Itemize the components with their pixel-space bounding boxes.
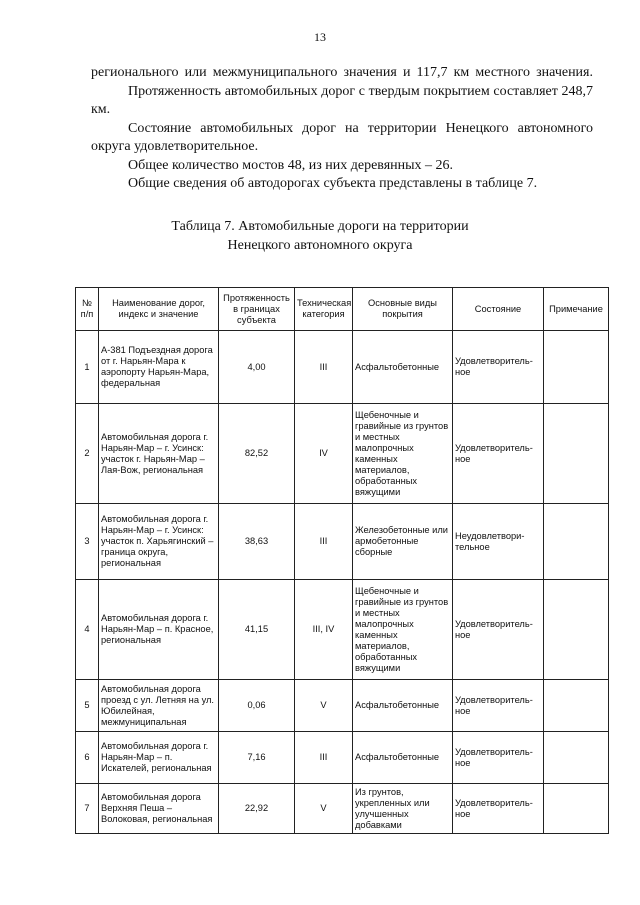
table-header-row [76,288,609,331]
cell-length: 38,63 [219,504,295,580]
cell-number: 1 [76,331,99,404]
cell-category: V [295,680,353,732]
cell-surface: Из грунтов, укрепленных или улучшенных добавками [353,784,453,834]
cell-surface: Железобетонные или армобетонные сборные [353,504,453,580]
cell-surface: Щебеночные и гравийные из грунтов и местных малопрочных каменных материалов, обработанных вяжущими [353,580,453,680]
body-text [91,64,593,194]
header-length: Протяженность в границах субъекта [219,288,295,331]
table-row [76,784,609,834]
cell-number: 4 [76,580,99,680]
header-note: Примечание [544,288,609,331]
table-row [76,732,609,784]
cell-note [544,404,609,504]
paragraph-4: Общее количество мостов 48, из них деревянных – 26. [128,157,454,173]
cell-condition: Удовлетворитель-ное [453,404,544,504]
cell-length: 7,16 [219,732,295,784]
page-number: 13 [314,30,326,44]
cell-length: 41,15 [219,580,295,680]
cell-note [544,580,609,680]
roads-table [75,287,609,834]
header-surface: Основные виды покрытия [353,288,453,331]
cell-road-name: Автомобильная дорога Верхняя Пеша – Волоковая, региональная [99,784,219,834]
header-road-name: Наименование дорог, индекс и значение [99,288,219,331]
table-row [76,580,609,680]
cell-note [544,680,609,732]
cell-condition: Удовлетворитель-ное [453,580,544,680]
cell-road-name: Автомобильная дорога г. Нарьян-Мар – п. Искателей, региональная [99,732,219,784]
table-row [76,504,609,580]
cell-road-name: Автомобильная дорога г. Нарьян-Мар – п. Красное, региональная [99,580,219,680]
cell-note [544,504,609,580]
table-caption [0,218,640,255]
cell-length: 0,06 [219,680,295,732]
cell-category: V [295,784,353,834]
paragraph-3: Состояние автомобильных дорог на территории Ненецкого автономного округа удовлетворительное. [91,120,593,154]
cell-road-name: А-381 Подъездная дорога от г. Нарьян-Мара к аэропорту Нарьян-Мара, федеральная [99,331,219,404]
paragraph-1: регионального или межмуниципального значения и 117,7 км местного значения. [91,65,593,80]
table-row [76,331,609,404]
header-number: № п/п [76,288,99,331]
cell-length: 4,00 [219,331,295,404]
cell-category: III [295,331,353,404]
cell-road-name: Автомобильная дорога проезд с ул. Летняя на ул. Юбилейная, межмуниципальная [99,680,219,732]
cell-condition: Удовлетворитель-ное [453,331,544,404]
cell-category: III [295,732,353,784]
cell-note [544,732,609,784]
cell-number: 7 [76,784,99,834]
header-condition: Состояние [453,288,544,331]
table-caption-line-1: Таблица 7. Автомобильные дороги на территории [171,219,469,234]
cell-surface: Щебеночные и гравийные из грунтов и местных малопрочных каменных материалов, обработанных вяжущими [353,404,453,504]
cell-category: III, IV [295,580,353,680]
cell-note [544,331,609,404]
table-row [76,404,609,504]
cell-surface: Асфальтобетонные [353,732,453,784]
cell-road-name: Автомобильная дорога г. Нарьян-Мар – г. Усинск: участок г. Нарьян-Мар – Лая-Вож, региональная [99,404,219,504]
cell-number: 6 [76,732,99,784]
cell-category: III [295,504,353,580]
table-row [76,680,609,732]
cell-category: IV [295,404,353,504]
cell-number: 3 [76,504,99,580]
cell-road-name: Автомобильная дорога г. Нарьян-Мар – г. Усинск: участок п. Харьягинский – граница округа, региональная [99,504,219,580]
table-caption-line-2: Ненецкого автономного округа [227,237,413,253]
cell-condition: Удовлетворитель-ное [453,784,544,834]
paragraph-2: Протяженность автомобильных дорог с твердым покрытием составляет 248,7 км. [91,83,593,117]
cell-surface: Асфальтобетонные [353,680,453,732]
cell-condition: Неудовлетвори-тельное [453,504,544,580]
cell-length: 22,92 [219,784,295,834]
cell-condition: Удовлетворитель-ное [453,732,544,784]
paragraph-5: Общие сведения об автодорогах субъекта представлены в таблице 7. [128,176,538,191]
cell-surface: Асфальтобетонные [353,331,453,404]
cell-condition: Удовлетворитель-ное [453,680,544,732]
cell-number: 5 [76,680,99,732]
cell-length: 82,52 [219,404,295,504]
cell-note [544,784,609,834]
cell-number: 2 [76,404,99,504]
header-category: Техническая категория [295,288,353,331]
